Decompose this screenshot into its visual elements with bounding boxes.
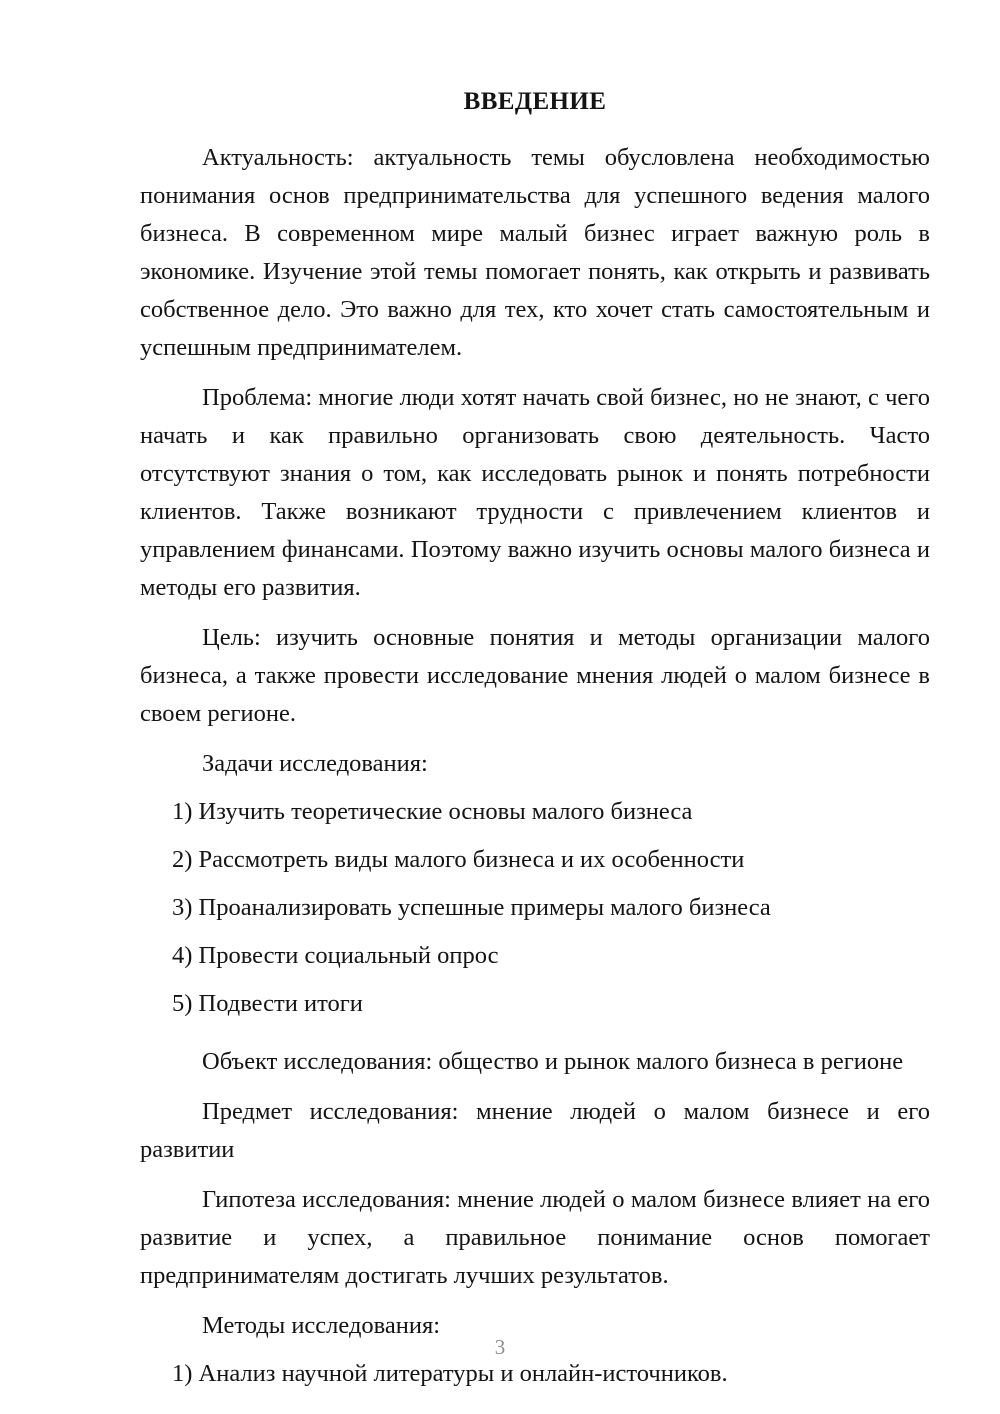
list-item: 2) Рассмотреть виды малого бизнеса и их особенности — [172, 846, 745, 874]
page-number: 3 — [494, 1335, 506, 1359]
paragraph-subject: Предмет исследования: мнение людей о малом бизнесе и его развитии — [140, 1098, 930, 1164]
paragraph-spacer — [140, 609, 930, 619]
tasks-list — [140, 793, 930, 1023]
paragraph-spacer — [140, 1171, 930, 1181]
list-item: 3) Проанализировать успешные примеры малого бизнеса — [172, 894, 771, 922]
paragraph-relevance: Актуальность: актуальность темы обусловлена необходимостью понимания основ предпринимательства для успешного ведения малого бизнеса. В современном мире малый бизнес играет важную роль в экономике. Изучение этой темы помогает понять, как открыть и развивать собственное дело. Это важно для тех, кто хочет стать самостоятельным и успешным предпринимателем. — [140, 144, 930, 362]
methods-heading: Методы исследования: — [202, 1312, 441, 1340]
page-title: ВВЕДЕНИЕ — [463, 88, 607, 115]
list-item: 5) Подвести итоги — [172, 990, 363, 1018]
list-item: 1) Изучить теоретические основы малого бизнеса — [172, 798, 693, 826]
paragraph-spacer — [140, 1083, 930, 1093]
paragraph-object: Объект исследования: общество и рынок малого бизнеса в регионе — [202, 1048, 904, 1076]
list-item: 4) Провести социальный опрос — [172, 942, 499, 970]
paragraph-spacer — [140, 735, 930, 745]
paragraph-goal: Цель: изучить основные понятия и методы организации малого бизнеса, а также провести исследование мнения людей о малом бизнесе в своем регионе. — [140, 624, 930, 728]
paragraph-spacer — [140, 369, 930, 379]
paragraph-spacer — [140, 1297, 930, 1307]
document-body — [140, 86, 930, 1403]
methods-list — [140, 1355, 930, 1393]
paragraph-spacer — [140, 1033, 930, 1043]
tasks-heading: Задачи исследования: — [202, 750, 428, 778]
list-item: 1) Анализ научной литературы и онлайн-источников. — [172, 1360, 728, 1388]
paragraph-problem: Проблема: многие люди хотят начать свой бизнес, но не знают, с чего начать и как правильно организовать свою деятельность. Часто отсутствуют знания о том, как исследовать рынок и понять потребности клиентов. Также возникают трудности с привлечением клиентов и управлением финансами. Поэтому важно изучить основы малого бизнеса и методы его развития. — [140, 384, 930, 602]
paragraph-hypothesis: Гипотеза исследования: мнение людей о малом бизнесе влияет на его развитие и успех, а правильное понимание основ помогает предпринимателям достигать лучших результатов. — [140, 1186, 930, 1290]
